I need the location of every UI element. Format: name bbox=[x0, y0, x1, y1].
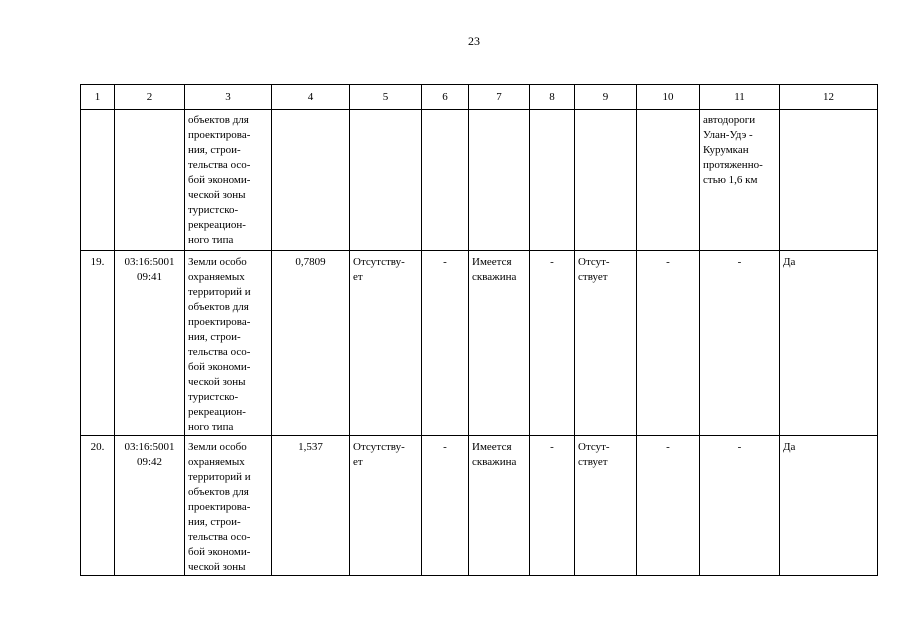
column-header-6: 6 bbox=[422, 85, 469, 110]
water-supply-cell: Имеется скважина bbox=[469, 436, 530, 576]
table-cell bbox=[530, 110, 575, 251]
column-header-9: 9 bbox=[575, 85, 637, 110]
area-cell: 1,537 bbox=[272, 436, 350, 576]
table-cell bbox=[422, 110, 469, 251]
table-cell: Отсут- ствует bbox=[575, 251, 637, 436]
table-cell bbox=[575, 110, 637, 251]
column-header-2: 2 bbox=[115, 85, 185, 110]
table-cell: - bbox=[637, 436, 700, 576]
table-cell: - bbox=[700, 436, 780, 576]
land-category-cell: объектов для проектирова- ния, строи- тельства осо- бой экономи- ческой зоны туристско- рекреацион- ного типа bbox=[185, 110, 272, 251]
table-cell: Отсут- ствует bbox=[575, 436, 637, 576]
table-cell bbox=[115, 110, 185, 251]
land-category-cell: Земли особо охраняемых территорий и объектов для проектирова- ния, строи- тельства осо- бой экономи- ческой зоны bbox=[185, 436, 272, 576]
table-cell bbox=[469, 110, 530, 251]
table-cell bbox=[81, 110, 115, 251]
land-category-cell: Земли особо охраняемых территорий и объектов для проектирова- ния, строи- тельства осо- бой экономи- ческой зоны туристско- рекреацион- ного типа bbox=[185, 251, 272, 436]
column-header-10: 10 bbox=[637, 85, 700, 110]
column-header-3: 3 bbox=[185, 85, 272, 110]
table-cell bbox=[780, 110, 878, 251]
water-supply-cell: Имеется скважина bbox=[469, 251, 530, 436]
table-cell bbox=[350, 110, 422, 251]
road-note-cell: автодороги Улан-Удэ - Курумкан протяженно- стью 1,6 км bbox=[700, 110, 780, 251]
column-header-8: 8 bbox=[530, 85, 575, 110]
page-number: 23 bbox=[468, 34, 480, 48]
column-header-12: 12 bbox=[780, 85, 878, 110]
column-header-7: 7 bbox=[469, 85, 530, 110]
cadastral-number-cell: 03:16:5001 09:42 bbox=[115, 436, 185, 576]
table-row bbox=[81, 436, 878, 576]
table-cell: Да bbox=[780, 436, 878, 576]
column-header-4: 4 bbox=[272, 85, 350, 110]
table-cell: - bbox=[530, 251, 575, 436]
table-cell: Да bbox=[780, 251, 878, 436]
table-cell bbox=[272, 110, 350, 251]
row-number-cell: 20. bbox=[81, 436, 115, 576]
table-cell: Отсутству- ет bbox=[350, 436, 422, 576]
area-cell: 0,7809 bbox=[272, 251, 350, 436]
header-row bbox=[81, 85, 878, 110]
table-cell: - bbox=[530, 436, 575, 576]
land-plots-table bbox=[80, 84, 878, 576]
cadastral-number-cell: 03:16:5001 09:41 bbox=[115, 251, 185, 436]
table-cell bbox=[637, 110, 700, 251]
column-header-5: 5 bbox=[350, 85, 422, 110]
table-cell: - bbox=[637, 251, 700, 436]
continuation-row bbox=[81, 110, 878, 251]
table-cell: - bbox=[700, 251, 780, 436]
table-cell: - bbox=[422, 436, 469, 576]
table-row bbox=[81, 251, 878, 436]
column-header-1: 1 bbox=[81, 85, 115, 110]
table-cell: - bbox=[422, 251, 469, 436]
table-cell: Отсутству- ет bbox=[350, 251, 422, 436]
column-header-11: 11 bbox=[700, 85, 780, 110]
row-number-cell: 19. bbox=[81, 251, 115, 436]
